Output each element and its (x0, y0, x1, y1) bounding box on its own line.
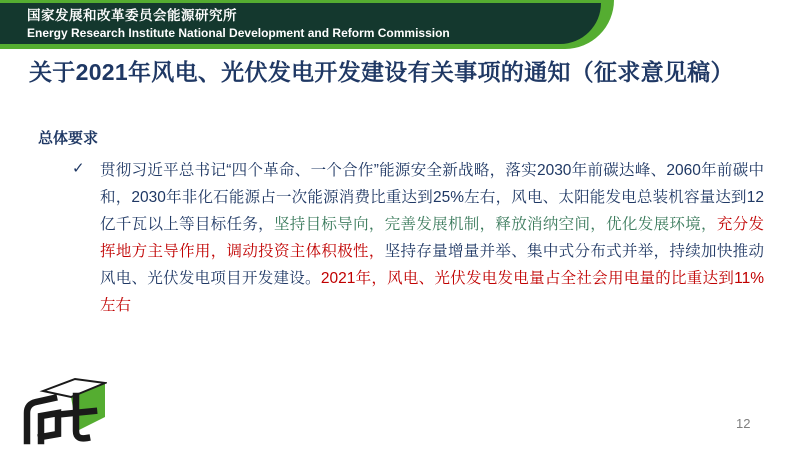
body-paragraph (100, 157, 764, 319)
paragraph-segment: 坚持目标导向，完善发展机制，释放消纳空间，优化发展环境， (273, 216, 717, 233)
checkmark-bullet-icon: ✓ (72, 160, 85, 177)
slide-title: 关于2021年风电、光伏发电开发建设有关事项的通知（征求意见稿） (29, 59, 734, 85)
header-bar (0, 0, 614, 49)
page-number: 12 (736, 416, 751, 431)
paragraph-segment: 贯彻习近平总书记“四个革命、一个合作”能源安全新战略，落实2030年前碳达峰、2060年前碳中和，2030年非化石能源占一次能源消费比重达到25%左右，风电、太阳能发电总装机容量达到12亿千瓦以上等目标任务， (100, 162, 764, 233)
header-bar-inner (0, 3, 601, 44)
org-name-en: Energy Research Institute National Development and Reform Commission (27, 26, 450, 40)
eri-logo (13, 371, 107, 447)
paragraph-segment: 2021年，风电、光伏发电发电量占全社会用电量的比重达到11%左右 (100, 270, 764, 314)
org-name-cn: 国家发展和改革委员会能源研究所 (27, 8, 237, 23)
section-heading: 总体要求 (38, 130, 99, 147)
paragraph-segment: 充分发挥地方主导作用，调动投资主体积极性， (100, 216, 764, 260)
paragraph-segment: 坚持存量增量并举、集中式分布式并举，持续加快推动风电、光伏发电项目开发建设。 (100, 243, 764, 287)
